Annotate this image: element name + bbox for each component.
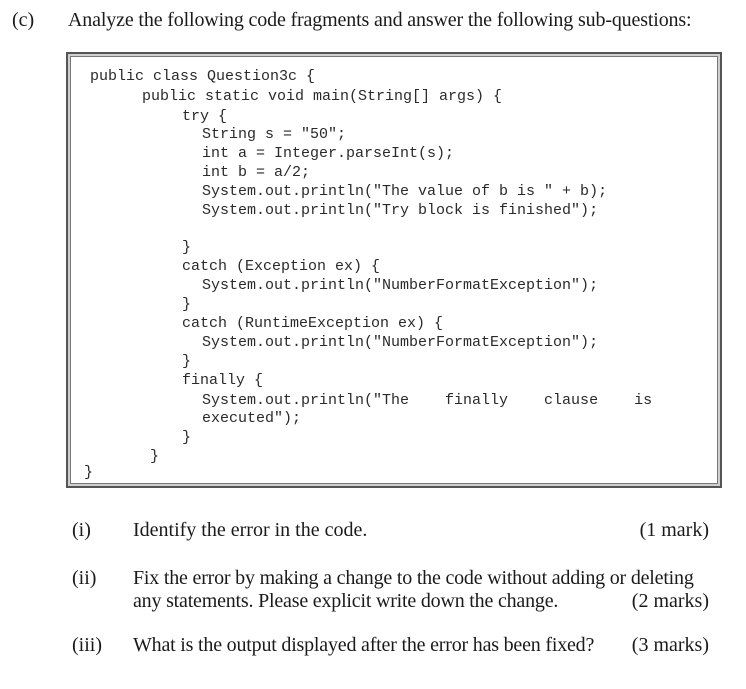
code-line: } bbox=[182, 353, 192, 370]
code-line: } bbox=[182, 296, 192, 313]
section-instruction: Analyze the following code fragments and answer the following sub-questions: bbox=[68, 9, 692, 31]
question-marks-ii: (2 marks) bbox=[631, 590, 709, 612]
code-line: } bbox=[182, 429, 192, 446]
code-line: System.out.println("The value of b is " + b); bbox=[202, 183, 608, 200]
code-line: executed"); bbox=[202, 410, 302, 427]
code-line: System.out.println("NumberFormatException"); bbox=[202, 277, 599, 294]
question-text-i: Identify the error in the code. bbox=[133, 519, 368, 541]
code-line: public class Question3c { bbox=[90, 68, 316, 85]
question-number-iii: (iii) bbox=[72, 634, 102, 656]
code-line: try { bbox=[182, 108, 228, 125]
code-line: } bbox=[84, 464, 94, 481]
code-line: catch (RuntimeException ex) { bbox=[182, 315, 444, 332]
question-number-i: (i) bbox=[72, 519, 91, 541]
code-line: } bbox=[150, 448, 160, 465]
code-line: String s = "50"; bbox=[202, 126, 347, 143]
section-label: (c) bbox=[12, 9, 35, 31]
question-marks-iii: (3 marks) bbox=[631, 634, 709, 656]
code-line: int b = a/2; bbox=[202, 164, 311, 181]
code-line: finally { bbox=[182, 372, 264, 389]
code-line: System.out.println("NumberFormatException"); bbox=[202, 334, 599, 351]
code-line: System.out.println("The finally clause is bbox=[202, 392, 653, 409]
question-text-ii-line2: any statements. Please explicit write down the change. bbox=[133, 590, 559, 612]
question-text-ii-line1: Fix the error by making a change to the code without adding or deleting bbox=[133, 567, 694, 589]
code-line: catch (Exception ex) { bbox=[182, 258, 381, 275]
code-line: } bbox=[182, 239, 192, 256]
code-box bbox=[66, 52, 722, 488]
code-line: int a = Integer.parseInt(s); bbox=[202, 145, 455, 162]
code-line: System.out.println("Try block is finished"); bbox=[202, 202, 599, 219]
question-number-ii: (ii) bbox=[72, 567, 97, 589]
code-line: public static void main(String[] args) { bbox=[142, 88, 503, 105]
question-marks-i: (1 mark) bbox=[639, 519, 709, 541]
question-text-iii: What is the output displayed after the error has been fixed? bbox=[133, 634, 595, 656]
